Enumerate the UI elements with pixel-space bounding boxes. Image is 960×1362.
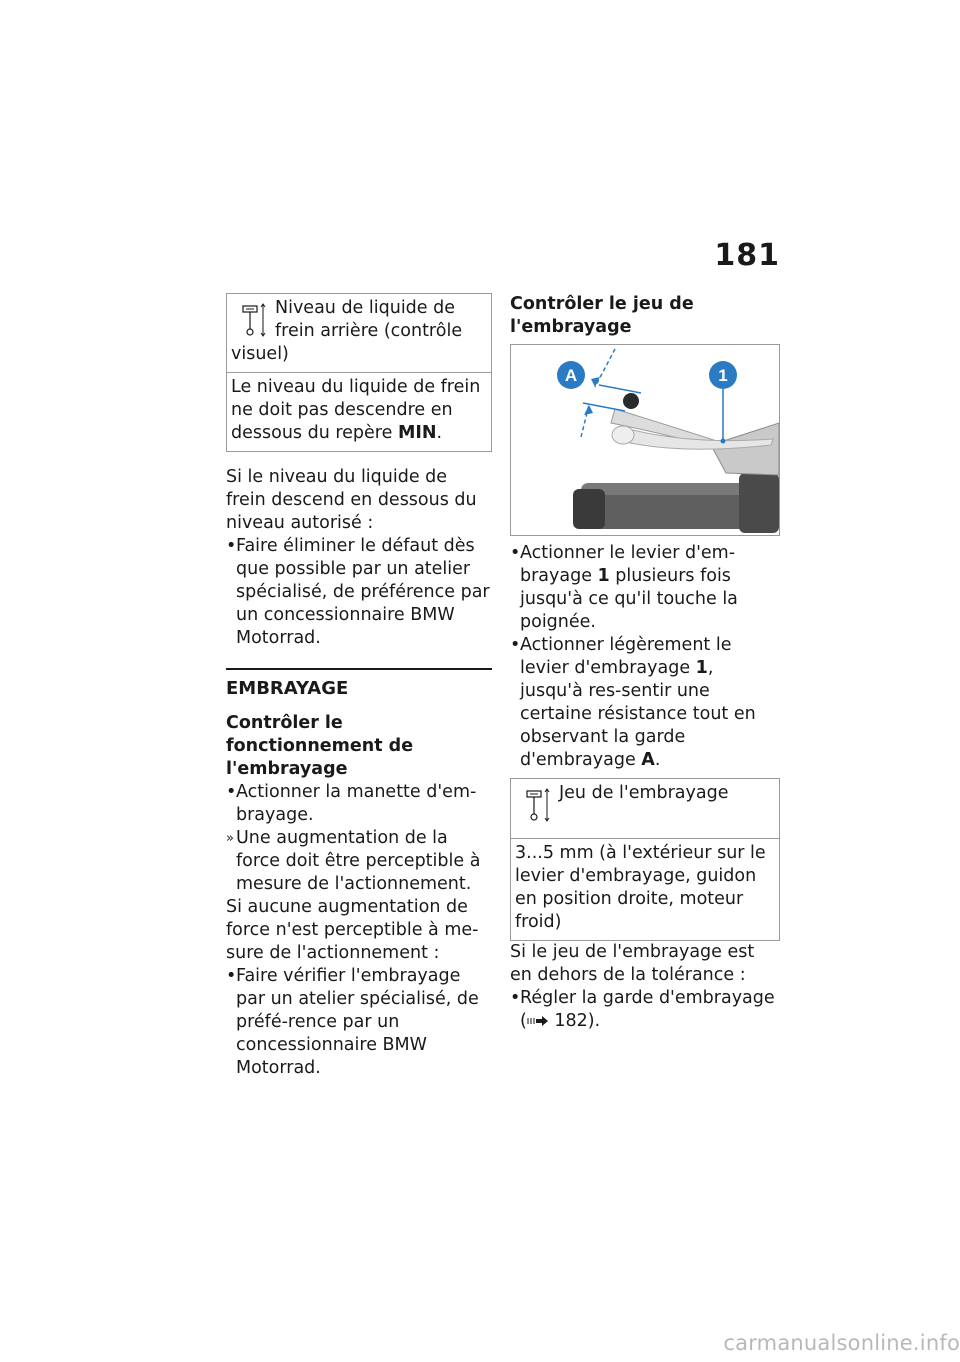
left-column [226, 293, 492, 1080]
list-item [510, 634, 780, 772]
list-item [226, 781, 492, 827]
bullet-icon: • [226, 782, 237, 802]
right-column [510, 293, 780, 1033]
ref-label-1: 1 [597, 566, 610, 586]
spec-box-clutch-play [510, 778, 780, 941]
min-mark-label: MIN [397, 423, 437, 443]
ref-label-a: A [641, 750, 655, 770]
measurement-spec-icon [525, 788, 551, 822]
clutch-lever-illustration [511, 345, 779, 535]
result-arrow-icon: » [226, 831, 234, 846]
spec-box-title: Jeu de l'embrayage [559, 783, 729, 803]
list-item-text [520, 542, 780, 634]
bullet-icon: • [510, 543, 521, 563]
figure-label-a: A [564, 366, 578, 385]
list-item-text: Actionner la manette d'em-brayage. [236, 782, 477, 825]
list-item [510, 542, 780, 634]
page-ref-arrow-icon [527, 1015, 549, 1027]
paragraph: Si aucune augmentation de force n'est perceptible à me-sure de l'actionnement : [226, 897, 479, 963]
watermark: carmanualsonline.info [723, 1331, 960, 1355]
text-part: . [654, 750, 661, 770]
list-item [226, 535, 492, 650]
page-ref-number: 182). [554, 1011, 601, 1031]
figure-label-1: 1 [718, 366, 728, 385]
bullet-icon: • [226, 966, 237, 986]
list-item [510, 987, 780, 1033]
bullet-icon: • [510, 988, 521, 1008]
result-item-text: Une augmentation de la force doit être perceptible à mesure de l'actionnement. [236, 828, 481, 894]
spec-box-title: Niveau de liquide de frein arrière (contrôle visuel) [231, 298, 463, 364]
spec-box-body [227, 373, 491, 451]
list-item-text [520, 987, 780, 1033]
result-item [226, 827, 492, 896]
sub-title: Contrôler le fonctionnement de l'embrayage [226, 713, 414, 779]
text-part: , jusqu'à res-sentir une certaine résistance tout en observant la garde d'embrayage [520, 658, 756, 770]
sub-title: Contrôler le jeu de l'embrayage [510, 294, 694, 337]
list-item-text [520, 634, 780, 772]
section-title: EMBRAYAGE [226, 678, 349, 699]
text-part: Régler la garde d'embrayage [520, 988, 775, 1008]
clutch-lever-figure [510, 344, 780, 536]
spec-box-brake-fluid [226, 293, 492, 452]
spec-box-text-end: . [436, 423, 443, 443]
spec-box-header [227, 294, 491, 373]
spec-box-header [511, 779, 779, 839]
paragraph: Si le jeu de l'embrayage est en dehors de la tolérance : [510, 942, 755, 985]
list-item-text: Faire vérifier l'embrayage par un atelier spécialisé, de préfé-rence par un concessionnaire BMW Motorrad. [236, 966, 479, 1078]
spec-box-text: Le niveau du liquide de frein ne doit pas descendre en dessous du repère [231, 377, 481, 443]
text-part: Actionner légèrement le levier d'embrayage [520, 635, 732, 678]
page-number: 181 [714, 238, 780, 273]
measurement-spec-icon [241, 303, 267, 337]
page-reference[interactable]: ( 182). [520, 1011, 601, 1031]
list-item-text: Faire éliminer le défaut dès que possible par un atelier spécialisé, de préférence par un concessionnaire BMW Motorrad. [236, 536, 490, 648]
text-part: Actionner le levier d'em-brayage [520, 543, 736, 586]
spec-box-body: 3...5 mm (à l'extérieur sur le levier d'embrayage, guidon en position droite, moteur froid) [515, 843, 766, 932]
paragraph: Si le niveau du liquide de frein descend en dessous du niveau autorisé : [226, 467, 477, 533]
bullet-icon: • [226, 536, 237, 556]
list-item [226, 965, 492, 1080]
text-part: plusieurs fois jusqu'à ce qu'il touche la poignée. [520, 566, 738, 632]
bullet-icon: • [510, 635, 521, 655]
ref-label-1: 1 [695, 658, 708, 678]
section-divider [226, 668, 492, 670]
